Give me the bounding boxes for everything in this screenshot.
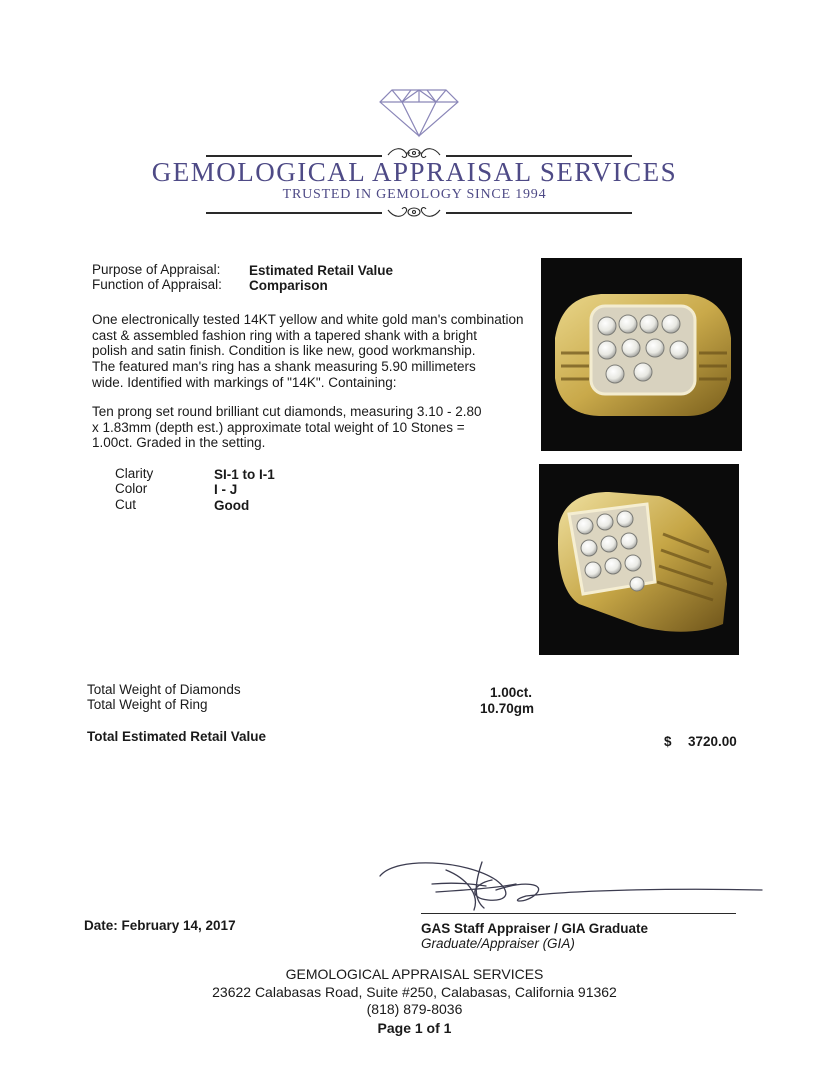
description-line: One electronically tested 14KT yellow and white gold man's combination [92,312,524,327]
ring-weight-label: Total Weight of Ring [87,697,208,712]
diamond-line: Ten prong set round brilliant cut diamonds, measuring 3.10 - 2.80 [92,404,482,419]
purpose-label: Purpose of Appraisal: [92,262,221,277]
diamond-weight-label: Total Weight of Diamonds [87,682,241,697]
signature-line [421,913,736,914]
clarity-value: SI-1 to I-1 [214,467,275,482]
appraisal-date: Date: February 14, 2017 [84,918,236,933]
appraiser-title: GAS Staff Appraiser / GIA Graduate [421,921,649,936]
currency-symbol: $ [664,734,672,749]
cut-value: Good [214,498,250,513]
footer-phone: (818) 879-8036 [366,1001,463,1017]
appraiser-credential: Graduate/Appraiser (GIA) [421,936,575,951]
retail-value: 3720.00 [688,734,737,749]
ring-photo-angle [539,464,739,655]
description-line: The featured man's ring has a shank measuring 5.90 millimeters [92,359,476,375]
function-label: Function of Appraisal: [92,277,222,292]
page-number: Page 1 of 1 [377,1020,452,1036]
scroll-ornament-icon [384,202,444,222]
function-value: Comparison [249,278,328,293]
appraiser-signature [376,850,766,920]
diamond-line: 1.00ct. Graded in the setting. [92,435,266,451]
footer-company: GEMOLOGICAL APPRAISAL SERVICES [285,966,544,982]
diamond-line: x 1.83mm (depth est.) approximate total weight of 10 Stones = [92,419,465,435]
color-label: Color [115,481,148,496]
ring-weight-value: 10.70gm [480,701,535,716]
color-value: I - J [214,482,238,497]
brand-name: GEMOLOGICAL APPRAISAL SERVICES [151,157,678,187]
clarity-label: Clarity [115,466,154,481]
header-rule-bottom-left [206,212,382,214]
brand-tagline: TRUSTED IN GEMOLOGY SINCE 1994 [282,187,547,202]
diamond-icon [378,88,460,138]
purpose-value: Estimated Retail Value [249,263,394,278]
diamond-weight-value: 1.00ct. [490,685,533,700]
description-line: wide. Identified with markings of "14K". Containing: [92,374,397,390]
description-line: polish and satin finish. Condition is like new, good workmanship. [92,343,476,359]
description-line: cast & assembled fashion ring with a tapered shank with a bright [92,327,477,343]
retail-value-label: Total Estimated Retail Value [87,729,267,744]
diamond-description [92,404,532,451]
footer-address: 23622 Calabasas Road, Suite #250, Calabasas, California 91362 [212,984,617,1000]
item-description [92,312,532,391]
header-rule-bottom-right [446,212,632,214]
ring-photo-front [541,258,742,451]
logo [378,88,460,138]
cut-label: Cut [115,497,137,512]
